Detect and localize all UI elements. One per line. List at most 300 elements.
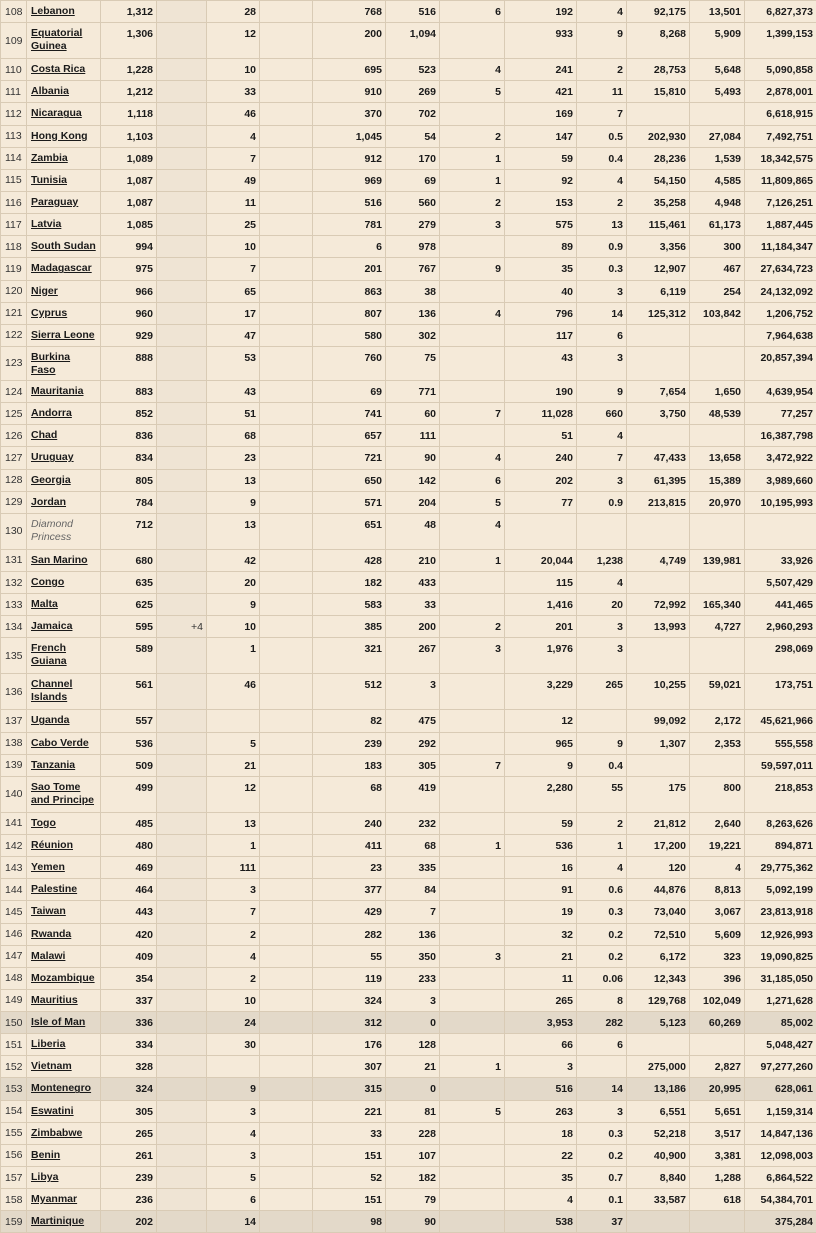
- cell-new-deaths: [260, 945, 313, 967]
- cell-total-tests: 8,840: [627, 1167, 690, 1189]
- cell-total-cases: 1,085: [101, 214, 157, 236]
- cell-population: 298,069: [745, 638, 816, 674]
- cell-country: [27, 236, 101, 258]
- cell-country: [27, 81, 101, 103]
- country-link[interactable]: Malta: [31, 598, 58, 610]
- cell-rank: 149: [1, 989, 27, 1011]
- country-link[interactable]: Taiwan: [31, 905, 66, 917]
- cell-deaths-per-1m: 3: [577, 346, 627, 380]
- cell-total-tests: 13,186: [627, 1078, 690, 1100]
- cell-country: [27, 1100, 101, 1122]
- cell-tests-per-1m: 15,389: [690, 469, 745, 491]
- cell-country: [27, 103, 101, 125]
- cell-serious-critical: [440, 103, 505, 125]
- cell-deaths-per-1m: 14: [577, 302, 627, 324]
- cell-total-deaths: 33: [207, 81, 260, 103]
- cell-tests-per-1m: 1,650: [690, 380, 745, 402]
- cell-cases-per-1m: 59: [505, 147, 577, 169]
- country-link[interactable]: Togo: [31, 817, 56, 829]
- cell-total-tests: 6,172: [627, 945, 690, 967]
- cell-total-deaths: 10: [207, 989, 260, 1011]
- cell-rank: 155: [1, 1122, 27, 1144]
- cell-new-deaths: [260, 258, 313, 280]
- cell-active-cases: 233: [386, 967, 440, 989]
- country-link[interactable]: Latvia: [31, 218, 61, 230]
- cell-rank: 127: [1, 447, 27, 469]
- cell-new-deaths: [260, 571, 313, 593]
- cell-country: [27, 1122, 101, 1144]
- cell-active-cases: 75: [386, 346, 440, 380]
- cell-total-tests: 99,092: [627, 710, 690, 732]
- cell-total-tests: 5,123: [627, 1012, 690, 1034]
- cell-total-recovered: 182: [313, 571, 386, 593]
- cell-population: 4,639,954: [745, 380, 816, 402]
- cell-new-deaths: [260, 1144, 313, 1166]
- cell-total-deaths: 42: [207, 549, 260, 571]
- cell-total-recovered: 760: [313, 346, 386, 380]
- table-row: [1, 447, 816, 469]
- cell-total-tests: 28,236: [627, 147, 690, 169]
- cell-active-cases: 3: [386, 989, 440, 1011]
- country-link[interactable]: Mauritius: [31, 994, 78, 1006]
- country-link[interactable]: Tanzania: [31, 759, 75, 771]
- cell-tests-per-1m: 4,948: [690, 191, 745, 213]
- table-row: [1, 59, 816, 81]
- cell-deaths-per-1m: 4: [577, 857, 627, 879]
- cell-new-deaths: [260, 1078, 313, 1100]
- cell-deaths-per-1m: 7: [577, 447, 627, 469]
- cell-country: [27, 594, 101, 616]
- cell-deaths-per-1m: [577, 513, 627, 549]
- country-link[interactable]: Rwanda: [31, 928, 71, 940]
- table-row: [1, 1, 816, 23]
- cell-total-tests: 17,200: [627, 834, 690, 856]
- cell-country: [27, 879, 101, 901]
- cell-total-tests: 35,258: [627, 191, 690, 213]
- cell-country: [27, 549, 101, 571]
- cell-serious-critical: 7: [440, 403, 505, 425]
- cell-cases-per-1m: 21: [505, 945, 577, 967]
- cell-total-cases: 589: [101, 638, 157, 674]
- cell-cases-per-1m: 3: [505, 1056, 577, 1078]
- cell-total-deaths: 46: [207, 674, 260, 710]
- cell-deaths-per-1m: 0.9: [577, 491, 627, 513]
- cell-active-cases: 433: [386, 571, 440, 593]
- cell-total-cases: 834: [101, 447, 157, 469]
- country-link[interactable]: Vietnam: [31, 1060, 72, 1072]
- cell-total-cases: 354: [101, 967, 157, 989]
- country-link[interactable]: Mozambique: [31, 972, 95, 984]
- cell-total-cases: 712: [101, 513, 157, 549]
- cell-country: [27, 23, 101, 59]
- cell-population: 24,132,092: [745, 280, 816, 302]
- cell-new-deaths: [260, 834, 313, 856]
- country-link[interactable]: Malawi: [31, 950, 65, 962]
- country-link[interactable]: Mauritania: [31, 385, 84, 397]
- table-row: [1, 380, 816, 402]
- cell-deaths-per-1m: 9: [577, 380, 627, 402]
- cell-country: [27, 280, 101, 302]
- country-link[interactable]: San Marino: [31, 554, 88, 566]
- cell-country: [27, 324, 101, 346]
- cell-cases-per-1m: 190: [505, 380, 577, 402]
- cell-serious-critical: [440, 857, 505, 879]
- table-row: [1, 302, 816, 324]
- cell-country: [27, 169, 101, 191]
- country-link[interactable]: Réunion: [31, 839, 73, 851]
- cell-new-deaths: [260, 901, 313, 923]
- cell-tests-per-1m: 165,340: [690, 594, 745, 616]
- cell-total-cases: 443: [101, 901, 157, 923]
- cell-population: 18,342,575: [745, 147, 816, 169]
- cell-total-cases: 883: [101, 380, 157, 402]
- cell-total-recovered: 82: [313, 710, 386, 732]
- cell-total-cases: 836: [101, 425, 157, 447]
- cell-total-cases: 1,312: [101, 1, 157, 23]
- country-link[interactable]: Cabo Verde: [31, 737, 89, 749]
- cell-deaths-per-1m: 1,238: [577, 549, 627, 571]
- cell-total-tests: 72,992: [627, 594, 690, 616]
- cell-tests-per-1m: [690, 513, 745, 549]
- cell-total-cases: 261: [101, 1144, 157, 1166]
- cell-cases-per-1m: 538: [505, 1211, 577, 1233]
- cell-rank: 119: [1, 258, 27, 280]
- cell-serious-critical: [440, 1122, 505, 1144]
- cell-new-cases: [157, 1, 207, 23]
- cell-total-cases: 595: [101, 616, 157, 638]
- cell-new-cases: [157, 812, 207, 834]
- cell-total-tests: 275,000: [627, 1056, 690, 1078]
- cell-total-recovered: 33: [313, 1122, 386, 1144]
- cell-population: 11,809,865: [745, 169, 816, 191]
- cell-total-cases: 625: [101, 594, 157, 616]
- cell-active-cases: 767: [386, 258, 440, 280]
- cell-deaths-per-1m: 282: [577, 1012, 627, 1034]
- cell-cases-per-1m: 35: [505, 258, 577, 280]
- cell-total-deaths: 21: [207, 754, 260, 776]
- cell-serious-critical: 2: [440, 191, 505, 213]
- cell-tests-per-1m: 3,067: [690, 901, 745, 923]
- country-link[interactable]: Channel Islands: [31, 678, 72, 703]
- cell-total-tests: [627, 513, 690, 549]
- cell-total-deaths: 65: [207, 280, 260, 302]
- country-link[interactable]: Uruguay: [31, 451, 74, 463]
- country-link[interactable]: Costa Rica: [31, 63, 85, 75]
- cell-total-recovered: 912: [313, 147, 386, 169]
- cell-total-tests: 40,900: [627, 1144, 690, 1166]
- cell-total-recovered: 657: [313, 425, 386, 447]
- cell-rank: 133: [1, 594, 27, 616]
- cell-cases-per-1m: 1,976: [505, 638, 577, 674]
- cell-new-deaths: [260, 447, 313, 469]
- country-link[interactable]: Martinique: [31, 1215, 84, 1227]
- country-link[interactable]: Niger: [31, 285, 58, 297]
- cell-total-cases: 536: [101, 732, 157, 754]
- cell-tests-per-1m: 3,381: [690, 1144, 745, 1166]
- cell-population: 1,399,153: [745, 23, 816, 59]
- country-link[interactable]: Chad: [31, 429, 57, 441]
- table-row: [1, 989, 816, 1011]
- table-row: [1, 571, 816, 593]
- cell-population: 54,384,701: [745, 1189, 816, 1211]
- cell-new-cases: [157, 674, 207, 710]
- cell-population: 6,618,915: [745, 103, 816, 125]
- cell-population: 441,465: [745, 594, 816, 616]
- cell-active-cases: 228: [386, 1122, 440, 1144]
- cell-total-tests: 4,749: [627, 549, 690, 571]
- cell-serious-critical: 2: [440, 125, 505, 147]
- cell-total-tests: 115,461: [627, 214, 690, 236]
- cell-active-cases: 81: [386, 1100, 440, 1122]
- country-link[interactable]: Isle of Man: [31, 1016, 85, 1028]
- cell-new-deaths: [260, 989, 313, 1011]
- cell-deaths-per-1m: 0.9: [577, 236, 627, 258]
- country-link[interactable]: Palestine: [31, 883, 77, 895]
- cell-new-cases: +4: [157, 616, 207, 638]
- country-link[interactable]: Liberia: [31, 1038, 65, 1050]
- cell-serious-critical: 4: [440, 302, 505, 324]
- cell-total-recovered: 650: [313, 469, 386, 491]
- cell-population: 85,002: [745, 1012, 816, 1034]
- country-link[interactable]: Lebanon: [31, 5, 75, 17]
- cell-total-tests: 44,876: [627, 879, 690, 901]
- cell-new-cases: [157, 1167, 207, 1189]
- cell-rank: 124: [1, 380, 27, 402]
- country-link[interactable]: South Sudan: [31, 240, 96, 252]
- cell-country: [27, 857, 101, 879]
- cell-country: [27, 812, 101, 834]
- cell-rank: 141: [1, 812, 27, 834]
- cell-rank: 113: [1, 125, 27, 147]
- country-link[interactable]: Andorra: [31, 407, 72, 419]
- cell-total-recovered: 6: [313, 236, 386, 258]
- country-link[interactable]: Eswatini: [31, 1105, 74, 1117]
- cell-total-deaths: 9: [207, 594, 260, 616]
- country-link[interactable]: Benin: [31, 1149, 60, 1161]
- cell-deaths-per-1m: 3: [577, 638, 627, 674]
- cell-serious-critical: 3: [440, 638, 505, 674]
- cell-serious-critical: [440, 879, 505, 901]
- table-row: [1, 1189, 816, 1211]
- cell-serious-critical: [440, 923, 505, 945]
- cell-tests-per-1m: 102,049: [690, 989, 745, 1011]
- cell-total-deaths: 9: [207, 1078, 260, 1100]
- cell-active-cases: 0: [386, 1078, 440, 1100]
- cell-tests-per-1m: [690, 103, 745, 125]
- cell-active-cases: 292: [386, 732, 440, 754]
- cell-total-cases: 499: [101, 776, 157, 812]
- country-link[interactable]: Georgia: [31, 474, 71, 486]
- country-link[interactable]: Libya: [31, 1171, 58, 1183]
- cell-cases-per-1m: 240: [505, 447, 577, 469]
- cell-rank: 125: [1, 403, 27, 425]
- cell-total-deaths: 25: [207, 214, 260, 236]
- country-link[interactable]: Cyprus: [31, 307, 67, 319]
- cell-total-deaths: 2: [207, 923, 260, 945]
- cell-tests-per-1m: 13,501: [690, 1, 745, 23]
- cell-serious-critical: 7: [440, 754, 505, 776]
- cell-tests-per-1m: 300: [690, 236, 745, 258]
- cell-total-tests: 52,218: [627, 1122, 690, 1144]
- table-row: [1, 674, 816, 710]
- cell-active-cases: 210: [386, 549, 440, 571]
- cell-active-cases: 1,094: [386, 23, 440, 59]
- cell-cases-per-1m: 516: [505, 1078, 577, 1100]
- country-link[interactable]: Myanmar: [31, 1193, 77, 1205]
- cell-country: [27, 1, 101, 23]
- cell-total-deaths: 11: [207, 191, 260, 213]
- cell-country: [27, 1189, 101, 1211]
- cell-cases-per-1m: 40: [505, 280, 577, 302]
- cell-total-deaths: 3: [207, 879, 260, 901]
- cell-total-cases: 236: [101, 1189, 157, 1211]
- country-link[interactable]: Nicaragua: [31, 107, 82, 119]
- cell-total-recovered: 428: [313, 549, 386, 571]
- cell-tests-per-1m: [690, 425, 745, 447]
- cell-total-tests: 3,750: [627, 403, 690, 425]
- cell-total-deaths: 111: [207, 857, 260, 879]
- table-row: [1, 346, 816, 380]
- country-link[interactable]: Paraguay: [31, 196, 78, 208]
- cell-serious-critical: 9: [440, 258, 505, 280]
- cell-active-cases: 267: [386, 638, 440, 674]
- cell-total-cases: 202: [101, 1211, 157, 1233]
- cell-active-cases: 170: [386, 147, 440, 169]
- cell-population: 375,284: [745, 1211, 816, 1233]
- cell-total-tests: [627, 1211, 690, 1233]
- country-link[interactable]: Equatorial Guinea: [31, 27, 82, 52]
- country-link[interactable]: Sierra Leone: [31, 329, 95, 341]
- cell-rank: 115: [1, 169, 27, 191]
- cell-total-recovered: 69: [313, 380, 386, 402]
- cell-new-cases: [157, 469, 207, 491]
- country-link[interactable]: Uganda: [31, 714, 70, 726]
- cell-country: [27, 710, 101, 732]
- cell-total-cases: 888: [101, 346, 157, 380]
- cell-tests-per-1m: 139,981: [690, 549, 745, 571]
- cell-new-cases: [157, 1211, 207, 1233]
- cell-tests-per-1m: 5,648: [690, 59, 745, 81]
- cell-total-deaths: 7: [207, 258, 260, 280]
- cell-rank: 144: [1, 879, 27, 901]
- cell-country: [27, 1012, 101, 1034]
- cell-new-cases: [157, 59, 207, 81]
- cell-population: 97,277,260: [745, 1056, 816, 1078]
- cell-total-deaths: 3: [207, 1144, 260, 1166]
- table-row: [1, 638, 816, 674]
- country-link[interactable]: Congo: [31, 576, 64, 588]
- table-row: [1, 191, 816, 213]
- cell-cases-per-1m: 192: [505, 1, 577, 23]
- cell-total-cases: 239: [101, 1167, 157, 1189]
- cell-population: 59,597,011: [745, 754, 816, 776]
- country-link[interactable]: Burkina Faso: [31, 351, 70, 376]
- cell-rank: 123: [1, 346, 27, 380]
- cell-total-deaths: 4: [207, 125, 260, 147]
- cell-total-tests: 61,395: [627, 469, 690, 491]
- cell-new-deaths: [260, 1056, 313, 1078]
- cell-total-recovered: 68: [313, 776, 386, 812]
- cell-total-cases: 1,306: [101, 23, 157, 59]
- cell-new-cases: [157, 776, 207, 812]
- cell-cases-per-1m: 19: [505, 901, 577, 923]
- cell-total-recovered: 119: [313, 967, 386, 989]
- cell-population: 2,960,293: [745, 616, 816, 638]
- cell-total-deaths: 7: [207, 901, 260, 923]
- country-link[interactable]: Jordan: [31, 496, 66, 508]
- cell-tests-per-1m: 19,221: [690, 834, 745, 856]
- cell-new-deaths: [260, 732, 313, 754]
- cell-country: [27, 674, 101, 710]
- cell-total-cases: 420: [101, 923, 157, 945]
- country-link[interactable]: Montenegro: [31, 1082, 91, 1094]
- country-link[interactable]: Sao Tome and Principe: [31, 781, 94, 806]
- cell-deaths-per-1m: 0.6: [577, 879, 627, 901]
- cell-new-deaths: [260, 81, 313, 103]
- cell-tests-per-1m: [690, 346, 745, 380]
- cell-new-deaths: [260, 59, 313, 81]
- country-link[interactable]: Zimbabwe: [31, 1127, 82, 1139]
- cell-cases-per-1m: 147: [505, 125, 577, 147]
- cell-total-recovered: 580: [313, 324, 386, 346]
- cell-new-deaths: [260, 616, 313, 638]
- cell-deaths-per-1m: 0.3: [577, 258, 627, 280]
- cell-population: 1,206,752: [745, 302, 816, 324]
- cell-active-cases: 204: [386, 491, 440, 513]
- cell-active-cases: 79: [386, 1189, 440, 1211]
- cell-deaths-per-1m: 4: [577, 169, 627, 191]
- cell-tests-per-1m: 618: [690, 1189, 745, 1211]
- cell-total-recovered: 239: [313, 732, 386, 754]
- cell-rank: 152: [1, 1056, 27, 1078]
- cell-total-cases: 1,212: [101, 81, 157, 103]
- country-link[interactable]: Albania: [31, 85, 69, 97]
- country-link[interactable]: Jamaica: [31, 620, 72, 632]
- cell-cases-per-1m: 2,280: [505, 776, 577, 812]
- cell-tests-per-1m: 2,172: [690, 710, 745, 732]
- cell-new-cases: [157, 125, 207, 147]
- cell-serious-critical: 4: [440, 513, 505, 549]
- cell-population: 11,184,347: [745, 236, 816, 258]
- table-row: [1, 491, 816, 513]
- cell-country: [27, 447, 101, 469]
- cell-new-deaths: [260, 812, 313, 834]
- country-link[interactable]: Yemen: [31, 861, 65, 873]
- cell-new-cases: [157, 1189, 207, 1211]
- cell-rank: 158: [1, 1189, 27, 1211]
- cell-deaths-per-1m: 8: [577, 989, 627, 1011]
- cell-country: [27, 754, 101, 776]
- cell-serious-critical: [440, 346, 505, 380]
- cell-total-deaths: 1: [207, 834, 260, 856]
- country-link[interactable]: Hong Kong: [31, 130, 88, 142]
- cell-active-cases: 21: [386, 1056, 440, 1078]
- cell-population: 2,878,001: [745, 81, 816, 103]
- cell-population: 19,090,825: [745, 945, 816, 967]
- cell-rank: 118: [1, 236, 27, 258]
- cell-serious-critical: 3: [440, 214, 505, 236]
- cell-serious-critical: 1: [440, 834, 505, 856]
- country-link[interactable]: Madagascar: [31, 262, 92, 274]
- cell-new-deaths: [260, 302, 313, 324]
- cell-cases-per-1m: [505, 513, 577, 549]
- cell-rank: 148: [1, 967, 27, 989]
- country-link[interactable]: Tunisia: [31, 174, 67, 186]
- cell-active-cases: 68: [386, 834, 440, 856]
- country-link[interactable]: French Guiana: [31, 642, 67, 667]
- country-link[interactable]: Zambia: [31, 152, 68, 164]
- cell-deaths-per-1m: 7: [577, 103, 627, 125]
